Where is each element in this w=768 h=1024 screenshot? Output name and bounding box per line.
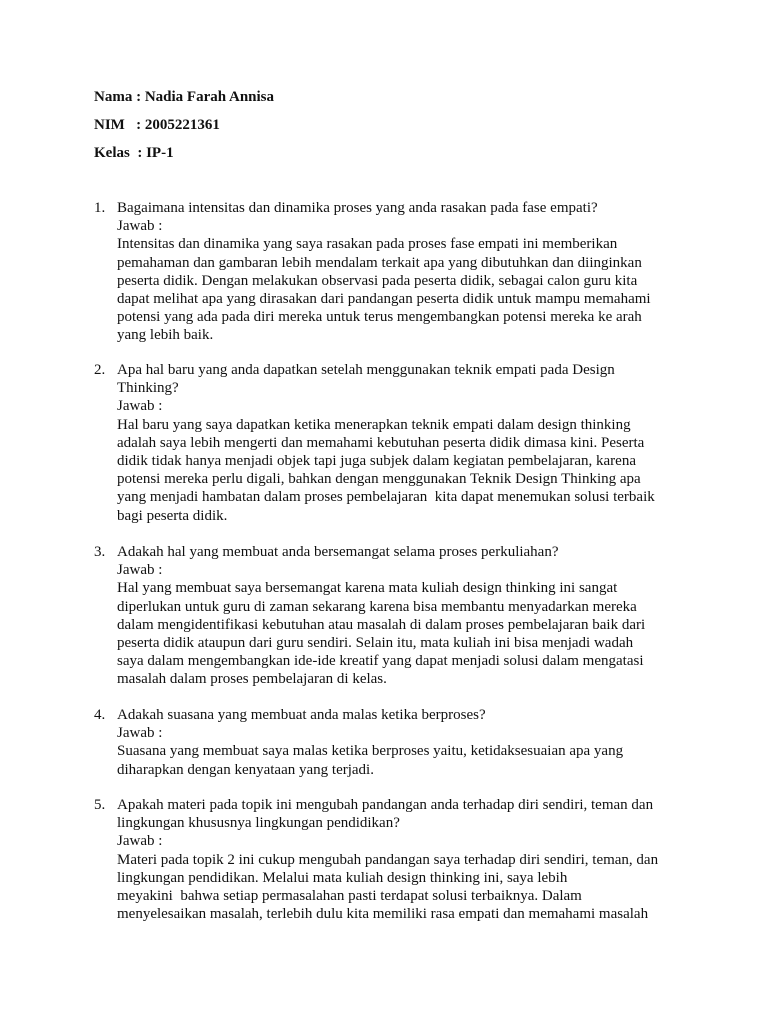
answer-line: saya dalam mengembangkan ide-ide kreatif yang dapat menjadi solusi dalam mengatasi: [117, 653, 644, 670]
item-number: 4.: [94, 707, 106, 723]
question-text: Adakah hal yang membuat anda bersemangat selama proses perkuliahan?: [117, 544, 559, 560]
question-answer-item: [94, 199, 694, 345]
answer-line: yang menjadi hambatan dalam proses pembelajaran kita dapat menemukan solusi terbaik: [117, 489, 655, 506]
answer-line: Suasana yang membuat saya malas ketika berproses yaitu, ketidaksesuaian apa yang: [117, 743, 624, 760]
answer-line: masalah dalam proses pembelajaran di kelas.: [117, 671, 387, 688]
item-body: [117, 361, 694, 525]
answer-label: Jawab :: [117, 725, 163, 742]
item-body: [117, 706, 694, 779]
answer-line: menyelesaikan masalah, terlebih dulu kita memiliki rasa empati dan memahami masalah: [117, 906, 649, 923]
answer-label: Jawab :: [117, 398, 163, 415]
item-body: [117, 796, 694, 923]
question-answer-item: [94, 796, 694, 923]
item-number: 1.: [94, 200, 106, 216]
question-answer-item: [94, 543, 694, 689]
question-text: lingkungan khususnya lingkungan pendidikan?: [117, 815, 400, 832]
answer-line: peserta didik. Dengan melakukan observasi pada peserta didik, sebagai calon guru kita: [117, 272, 638, 289]
answer-line: Materi pada topik 2 ini cukup mengubah pandangan saya terhadap diri sendiri, teman, dan: [117, 851, 659, 868]
answer-line: lingkungan pendidikan. Melalui mata kuliah design thinking ini, saya lebih: [117, 869, 568, 886]
answer-line: potensi yang ada pada diri mereka untuk terus mengembangkan potensi mereka ke arah: [117, 309, 642, 326]
answer-line: diperlukan untuk guru di zaman sekarang karena bisa membantu menyadarkan mereka: [117, 598, 637, 615]
question-text: Apa hal baru yang anda dapatkan setelah menggunakan teknik empati pada Design: [117, 362, 615, 378]
answer-line: peserta didik ataupun dari guru sendiri. Selain itu, mata kuliah ini bisa menjadi wadah: [117, 635, 634, 652]
answer-line: Hal yang membuat saya bersemangat karena mata kuliah design thinking ini sangat: [117, 580, 618, 597]
answer-line: bagi peserta didik.: [117, 507, 228, 524]
question-answer-item: [94, 361, 694, 525]
item-number: 5.: [94, 797, 106, 813]
answer-line: potensi mereka perlu digali, bahkan dengan menggunakan Teknik Design Thinking apa: [117, 471, 641, 488]
answer-label: Jawab :: [117, 562, 163, 579]
answer-line: diharapkan dengan kenyataan yang terjadi.: [117, 761, 374, 778]
student-class: Kelas : IP-1: [94, 145, 174, 161]
item-body: [117, 543, 694, 689]
answer-line: Hal baru yang saya dapatkan ketika menerapkan teknik empati dalam design thinking: [117, 416, 631, 433]
answer-line: pemahaman dan gambaran lebih mendalam terkait apa yang dibutuhkan dan diinginkan: [117, 254, 642, 271]
student-name: Nama : Nadia Farah Annisa: [94, 89, 275, 105]
answer-label: Jawab :: [117, 218, 163, 235]
item-number: 3.: [94, 544, 106, 560]
answer-line: dalam mengidentifikasi kebutuhan atau masalah di dalam proses pembelajaran baik dari: [117, 616, 646, 633]
student-nim: NIM : 2005221361: [94, 117, 220, 133]
item-number: 2.: [94, 362, 106, 378]
answer-line: Intensitas dan dinamika yang saya rasakan pada proses fase empati ini memberikan: [117, 236, 618, 253]
question-text: Bagaimana intensitas dan dinamika proses yang anda rasakan pada fase empati?: [117, 200, 598, 216]
item-body: [117, 199, 694, 345]
answer-line: yang lebih baik.: [117, 327, 214, 344]
answer-line: meyakini bahwa setiap permasalahan pasti terdapat solusi terbaiknya. Dalam: [117, 888, 582, 905]
question-answer-item: [94, 706, 694, 779]
question-text: Adakah suasana yang membuat anda malas ketika berproses?: [117, 707, 486, 723]
answer-line: adalah saya lebih mengerti dan memahami kebutuhan peserta didik dimasa kini. Peserta: [117, 434, 645, 451]
question-text: Apakah materi pada topik ini mengubah pandangan anda terhadap diri sendiri, teman dan: [117, 797, 654, 813]
answer-label: Jawab :: [117, 833, 163, 850]
answer-line: didik tidak hanya menjadi objek tapi juga subjek dalam kegiatan pembelajaran, karena: [117, 453, 636, 470]
question-text: Thinking?: [117, 380, 179, 397]
answer-line: dapat melihat apa yang dirasakan dari pandangan peserta didik untuk mampu memahami: [117, 291, 651, 308]
